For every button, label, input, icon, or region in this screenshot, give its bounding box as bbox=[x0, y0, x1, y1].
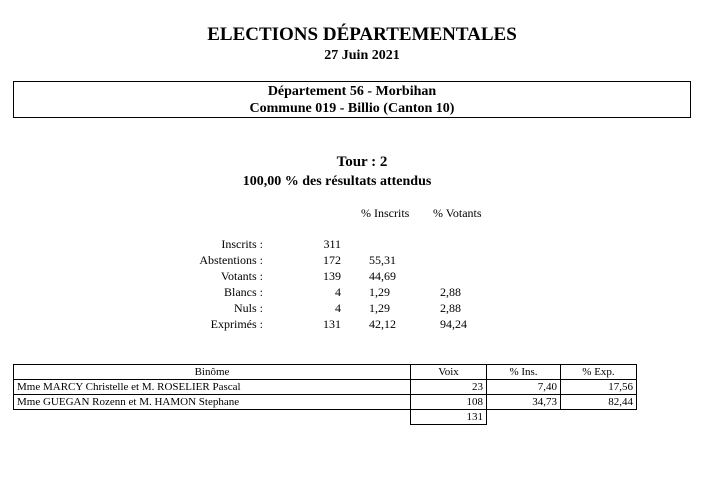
stat-row-abstentions bbox=[0, 252, 724, 268]
cell-binome: Mme MARCY Christelle et M. ROSELIER Pascal bbox=[14, 380, 411, 395]
stat-label: Blancs : bbox=[224, 285, 263, 299]
stat-pct-votants: 94,24 bbox=[440, 317, 467, 331]
stat-pct-inscrits: 55,31 bbox=[369, 253, 396, 267]
total-row bbox=[14, 410, 637, 425]
stat-pct-votants: 2,88 bbox=[440, 285, 461, 299]
cell-voix: 108 bbox=[411, 395, 487, 410]
page-title: ELECTIONS DÉPARTEMENTALES bbox=[207, 24, 517, 45]
stat-value: 139 bbox=[323, 269, 341, 283]
stat-label: Nuls : bbox=[233, 301, 263, 315]
cell-binome: Mme GUEGAN Rozenn et M. HAMON Stephane bbox=[14, 395, 411, 410]
total-spacer bbox=[487, 410, 561, 425]
stat-label: Votants : bbox=[220, 269, 263, 283]
stat-pct-inscrits: 42,12 bbox=[369, 317, 396, 331]
stat-value: 311 bbox=[323, 237, 341, 251]
stat-value: 131 bbox=[323, 317, 341, 331]
results-expected-label: 100,00 % des résultats attendus bbox=[242, 174, 432, 189]
total-voix: 131 bbox=[411, 410, 487, 425]
location-box bbox=[13, 81, 691, 118]
stat-value: 4 bbox=[335, 301, 341, 315]
total-spacer bbox=[561, 410, 637, 425]
stat-row-nuls bbox=[0, 300, 724, 316]
col-pct-votants-header: % Votants bbox=[433, 206, 482, 220]
stat-pct-inscrits: 44,69 bbox=[369, 269, 396, 283]
col-pct-inscrits-header: % Inscrits bbox=[361, 206, 410, 220]
stat-row-votants bbox=[0, 268, 724, 284]
cell-pct-exp: 82,44 bbox=[561, 395, 637, 410]
cell-pct-ins: 34,73 bbox=[487, 395, 561, 410]
results-table bbox=[13, 364, 637, 425]
stat-label: Inscrits : bbox=[221, 237, 263, 251]
stat-row-inscrits bbox=[0, 236, 724, 252]
stat-pct-votants: 2,88 bbox=[440, 301, 461, 315]
header-binome: Binôme bbox=[14, 365, 411, 380]
stat-pct-inscrits: 1,29 bbox=[369, 285, 390, 299]
stat-value: 172 bbox=[323, 253, 341, 267]
header-pct-exp: % Exp. bbox=[561, 365, 637, 380]
stat-row-blancs bbox=[0, 284, 724, 300]
commune-label: Commune 019 - Billio (Canton 10) bbox=[249, 101, 455, 116]
total-spacer bbox=[14, 410, 411, 425]
stat-label: Abstentions : bbox=[199, 253, 263, 267]
header-pct-ins: % Ins. bbox=[487, 365, 561, 380]
results-header-row bbox=[14, 365, 637, 380]
stat-row-exprimes bbox=[0, 316, 724, 332]
table-row bbox=[14, 380, 637, 395]
cell-voix: 23 bbox=[411, 380, 487, 395]
stat-label: Exprimés : bbox=[210, 317, 263, 331]
election-date: 27 Juin 2021 bbox=[324, 48, 400, 63]
cell-pct-ins: 7,40 bbox=[487, 380, 561, 395]
departement-label: Département 56 - Morbihan bbox=[267, 84, 437, 99]
stat-pct-inscrits: 1,29 bbox=[369, 301, 390, 315]
cell-pct-exp: 17,56 bbox=[561, 380, 637, 395]
header-voix: Voix bbox=[411, 365, 487, 380]
table-row bbox=[14, 395, 637, 410]
tour-label: Tour : 2 bbox=[336, 154, 388, 170]
stat-value: 4 bbox=[335, 285, 341, 299]
